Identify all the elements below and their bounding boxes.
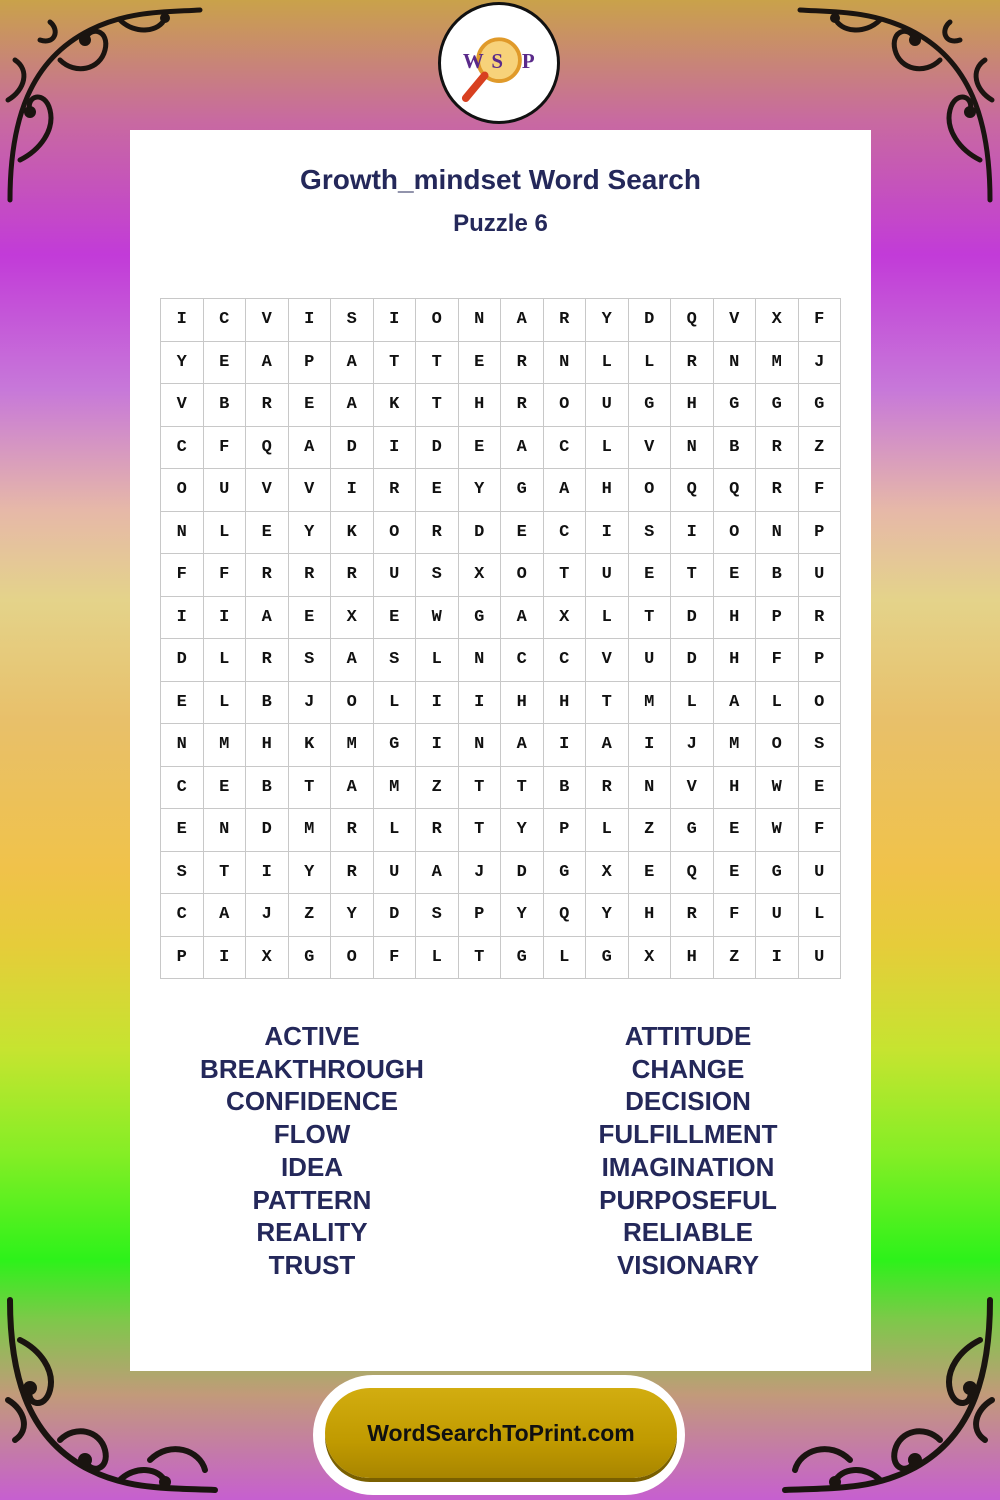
- grid-cell[interactable]: T: [416, 384, 459, 427]
- grid-cell[interactable]: D: [374, 894, 417, 937]
- grid-cell[interactable]: A: [331, 384, 374, 427]
- word-list-item: ACTIVE: [264, 1021, 360, 1051]
- grid-cell[interactable]: Z: [629, 809, 672, 852]
- word-list-item: DECISION: [625, 1086, 751, 1117]
- grid-cell[interactable]: G: [501, 937, 544, 980]
- logo-letter-p: P: [521, 48, 535, 73]
- logo-letter-w: W: [462, 48, 484, 73]
- grid-cell[interactable]: V: [714, 299, 757, 342]
- grid-cell[interactable]: T: [671, 554, 714, 597]
- grid-cell[interactable]: A: [586, 724, 629, 767]
- grid-cell[interactable]: K: [289, 724, 332, 767]
- grid-cell[interactable]: Y: [289, 852, 332, 895]
- grid-cell[interactable]: E: [161, 682, 204, 725]
- site-link-button[interactable]: WordSearchToPrint.com: [325, 1388, 677, 1478]
- grid-cell[interactable]: U: [374, 852, 417, 895]
- grid-cell[interactable]: H: [671, 384, 714, 427]
- grid-cell[interactable]: L: [586, 342, 629, 385]
- grid-cell[interactable]: G: [756, 384, 799, 427]
- grid-cell[interactable]: N: [161, 512, 204, 555]
- grid-cell[interactable]: R: [501, 342, 544, 385]
- grid-cell[interactable]: R: [671, 342, 714, 385]
- grid-cell[interactable]: S: [629, 512, 672, 555]
- grid-cell[interactable]: T: [629, 597, 672, 640]
- grid-cell[interactable]: P: [544, 809, 587, 852]
- grid-cell[interactable]: E: [629, 852, 672, 895]
- grid-cell[interactable]: F: [799, 469, 842, 512]
- word-list-item: BREAKTHROUGH: [200, 1053, 424, 1084]
- grid-cell[interactable]: X: [756, 299, 799, 342]
- grid-cell[interactable]: Y: [501, 809, 544, 852]
- wsp-logo: [438, 2, 560, 124]
- grid-cell[interactable]: R: [756, 427, 799, 470]
- grid-cell[interactable]: I: [204, 597, 247, 640]
- grid-cell[interactable]: N: [204, 809, 247, 852]
- grid-cell[interactable]: W: [756, 767, 799, 810]
- grid-cell[interactable]: F: [756, 639, 799, 682]
- grid-cell[interactable]: G: [374, 724, 417, 767]
- grid-cell[interactable]: A: [331, 639, 374, 682]
- grid-cell[interactable]: C: [544, 512, 587, 555]
- grid-cell[interactable]: G: [799, 384, 842, 427]
- grid-cell[interactable]: L: [204, 639, 247, 682]
- grid-cell[interactable]: A: [246, 597, 289, 640]
- grid-cell[interactable]: L: [204, 512, 247, 555]
- grid-cell[interactable]: J: [246, 894, 289, 937]
- grid-cell[interactable]: R: [374, 469, 417, 512]
- grid-cell[interactable]: Q: [544, 894, 587, 937]
- grid-cell[interactable]: E: [204, 342, 247, 385]
- grid-cell[interactable]: V: [289, 469, 332, 512]
- grid-cell[interactable]: S: [416, 894, 459, 937]
- puzzle-number: Puzzle 6: [453, 210, 548, 237]
- grid-cell[interactable]: X: [586, 852, 629, 895]
- grid-cell[interactable]: U: [586, 384, 629, 427]
- word-list-item: ATTITUDE: [624, 1021, 752, 1051]
- grid-cell[interactable]: A: [544, 469, 587, 512]
- grid-cell[interactable]: V: [671, 767, 714, 810]
- grid-cell[interactable]: R: [586, 767, 629, 810]
- grid-cell[interactable]: B: [246, 682, 289, 725]
- word-list-item: RELIABLE: [623, 1217, 753, 1248]
- grid-cell[interactable]: F: [204, 427, 247, 470]
- grid-cell[interactable]: T: [586, 682, 629, 725]
- grid-cell[interactable]: L: [204, 682, 247, 725]
- word-list-right-column: [538, 1020, 838, 1282]
- grid-cell[interactable]: F: [714, 894, 757, 937]
- grid-cell[interactable]: R: [501, 384, 544, 427]
- grid-cell[interactable]: O: [629, 469, 672, 512]
- grid-cell[interactable]: N: [756, 512, 799, 555]
- grid-cell[interactable]: L: [629, 342, 672, 385]
- grid-cell[interactable]: I: [289, 299, 332, 342]
- grid-cell[interactable]: P: [161, 937, 204, 980]
- grid-cell[interactable]: T: [204, 852, 247, 895]
- grid-cell[interactable]: E: [374, 597, 417, 640]
- grid-cell[interactable]: Q: [714, 469, 757, 512]
- grid-cell[interactable]: J: [799, 342, 842, 385]
- grid-cell[interactable]: L: [416, 937, 459, 980]
- grid-cell[interactable]: A: [501, 427, 544, 470]
- grid-cell[interactable]: J: [671, 724, 714, 767]
- grid-cell[interactable]: D: [671, 597, 714, 640]
- grid-cell[interactable]: L: [799, 894, 842, 937]
- grid-cell[interactable]: R: [331, 809, 374, 852]
- grid-cell[interactable]: B: [714, 427, 757, 470]
- grid-cell[interactable]: T: [459, 767, 502, 810]
- grid-cell[interactable]: E: [629, 554, 672, 597]
- grid-cell[interactable]: H: [714, 767, 757, 810]
- grid-cell[interactable]: F: [204, 554, 247, 597]
- grid-cell[interactable]: T: [501, 767, 544, 810]
- grid-cell[interactable]: V: [161, 384, 204, 427]
- grid-cell[interactable]: N: [544, 342, 587, 385]
- grid-cell[interactable]: Z: [799, 427, 842, 470]
- grid-cell[interactable]: G: [501, 469, 544, 512]
- grid-cell[interactable]: E: [289, 384, 332, 427]
- grid-cell[interactable]: L: [756, 682, 799, 725]
- grid-cell[interactable]: H: [671, 937, 714, 980]
- grid-cell[interactable]: W: [756, 809, 799, 852]
- grid-cell[interactable]: H: [714, 597, 757, 640]
- grid-cell[interactable]: Y: [289, 512, 332, 555]
- grid-cell[interactable]: H: [459, 384, 502, 427]
- grid-cell[interactable]: E: [714, 809, 757, 852]
- grid-cell[interactable]: I: [544, 724, 587, 767]
- grid-cell[interactable]: N: [671, 427, 714, 470]
- grid-cell[interactable]: V: [246, 469, 289, 512]
- grid-cell[interactable]: R: [246, 554, 289, 597]
- grid-cell[interactable]: Y: [161, 342, 204, 385]
- grid-cell[interactable]: F: [799, 809, 842, 852]
- grid-cell[interactable]: V: [246, 299, 289, 342]
- grid-cell[interactable]: V: [629, 427, 672, 470]
- grid-cell[interactable]: Y: [331, 894, 374, 937]
- grid-cell[interactable]: I: [246, 852, 289, 895]
- grid-cell[interactable]: W: [416, 597, 459, 640]
- grid-cell[interactable]: O: [416, 299, 459, 342]
- word-list-item: CHANGE: [631, 1053, 745, 1084]
- grid-cell[interactable]: T: [459, 937, 502, 980]
- grid-cell[interactable]: E: [289, 597, 332, 640]
- grid-cell[interactable]: Q: [671, 299, 714, 342]
- grid-cell[interactable]: R: [246, 639, 289, 682]
- grid-cell[interactable]: X: [246, 937, 289, 980]
- grid-cell[interactable]: P: [756, 597, 799, 640]
- grid-cell[interactable]: H: [714, 639, 757, 682]
- grid-cell[interactable]: H: [501, 682, 544, 725]
- grid-cell[interactable]: E: [459, 342, 502, 385]
- grid-cell[interactable]: E: [714, 554, 757, 597]
- grid-cell[interactable]: M: [204, 724, 247, 767]
- word-list-item: VISIONARY: [616, 1249, 760, 1280]
- grid-cell[interactable]: E: [246, 512, 289, 555]
- grid-cell[interactable]: L: [586, 809, 629, 852]
- grid-cell[interactable]: L: [586, 597, 629, 640]
- grid-cell[interactable]: I: [671, 512, 714, 555]
- grid-cell[interactable]: G: [289, 937, 332, 980]
- grid-cell[interactable]: I: [374, 427, 417, 470]
- grid-cell[interactable]: C: [161, 767, 204, 810]
- grid-cell[interactable]: E: [714, 852, 757, 895]
- grid-cell[interactable]: G: [544, 852, 587, 895]
- grid-cell[interactable]: Z: [289, 894, 332, 937]
- grid-cell[interactable]: R: [544, 299, 587, 342]
- grid-cell[interactable]: G: [459, 597, 502, 640]
- grid-cell[interactable]: X: [459, 554, 502, 597]
- grid-cell[interactable]: L: [416, 639, 459, 682]
- grid-cell[interactable]: E: [501, 512, 544, 555]
- grid-cell[interactable]: R: [416, 809, 459, 852]
- grid-cell[interactable]: U: [629, 639, 672, 682]
- grid-cell[interactable]: O: [544, 384, 587, 427]
- grid-cell[interactable]: U: [799, 937, 842, 980]
- grid-cell[interactable]: L: [374, 682, 417, 725]
- grid-cell[interactable]: I: [161, 299, 204, 342]
- grid-cell[interactable]: S: [416, 554, 459, 597]
- grid-cell[interactable]: N: [459, 639, 502, 682]
- grid-cell[interactable]: I: [416, 724, 459, 767]
- grid-cell[interactable]: L: [671, 682, 714, 725]
- grid-cell[interactable]: L: [374, 809, 417, 852]
- letter-grid: [160, 298, 841, 979]
- page-title: Growth_mindset Word Search: [300, 164, 701, 195]
- grid-cell[interactable]: R: [289, 554, 332, 597]
- grid-cell[interactable]: G: [756, 852, 799, 895]
- grid-cell[interactable]: N: [459, 299, 502, 342]
- word-list-item: PATTERN: [252, 1184, 372, 1215]
- grid-cell[interactable]: C: [544, 427, 587, 470]
- grid-cell[interactable]: R: [756, 469, 799, 512]
- grid-cell[interactable]: I: [161, 597, 204, 640]
- grid-cell[interactable]: R: [246, 384, 289, 427]
- grid-cell[interactable]: T: [374, 342, 417, 385]
- grid-cell[interactable]: P: [289, 342, 332, 385]
- grid-cell[interactable]: Y: [586, 894, 629, 937]
- grid-cell[interactable]: U: [756, 894, 799, 937]
- grid-cell[interactable]: Z: [714, 937, 757, 980]
- grid-cell[interactable]: N: [629, 767, 672, 810]
- word-list-item: REALITY: [256, 1217, 368, 1248]
- grid-cell[interactable]: H: [629, 894, 672, 937]
- grid-cell[interactable]: X: [544, 597, 587, 640]
- word-list-item: IDEA: [280, 1151, 344, 1182]
- grid-cell[interactable]: H: [246, 724, 289, 767]
- grid-cell[interactable]: A: [501, 724, 544, 767]
- grid-cell[interactable]: F: [799, 299, 842, 342]
- word-list-item: FULFILLMENT: [598, 1119, 778, 1150]
- grid-cell[interactable]: R: [671, 894, 714, 937]
- grid-cell[interactable]: I: [756, 937, 799, 980]
- grid-cell[interactable]: A: [416, 852, 459, 895]
- grid-cell[interactable]: G: [586, 937, 629, 980]
- grid-cell[interactable]: K: [374, 384, 417, 427]
- grid-cell[interactable]: U: [374, 554, 417, 597]
- grid-cell[interactable]: E: [416, 469, 459, 512]
- grid-cell[interactable]: I: [416, 682, 459, 725]
- grid-cell[interactable]: E: [204, 767, 247, 810]
- grid-cell[interactable]: M: [331, 724, 374, 767]
- grid-cell[interactable]: T: [416, 342, 459, 385]
- word-list-item: CONFIDENCE: [226, 1086, 398, 1117]
- grid-cell[interactable]: X: [331, 597, 374, 640]
- grid-cell[interactable]: I: [331, 469, 374, 512]
- puzzle-sheet: [130, 130, 871, 1371]
- grid-cell[interactable]: I: [374, 299, 417, 342]
- grid-cell[interactable]: L: [586, 427, 629, 470]
- grid-cell[interactable]: H: [586, 469, 629, 512]
- grid-cell[interactable]: I: [204, 937, 247, 980]
- grid-cell[interactable]: O: [161, 469, 204, 512]
- grid-cell[interactable]: O: [799, 682, 842, 725]
- grid-cell[interactable]: D: [416, 427, 459, 470]
- grid-cell[interactable]: D: [331, 427, 374, 470]
- grid-cell[interactable]: Q: [671, 469, 714, 512]
- grid-cell[interactable]: A: [289, 427, 332, 470]
- grid-cell[interactable]: L: [544, 937, 587, 980]
- grid-cell[interactable]: F: [374, 937, 417, 980]
- grid-cell[interactable]: O: [714, 512, 757, 555]
- grid-cell[interactable]: M: [289, 809, 332, 852]
- grid-cell[interactable]: X: [629, 937, 672, 980]
- grid-cell[interactable]: G: [629, 384, 672, 427]
- grid-cell[interactable]: G: [671, 809, 714, 852]
- grid-cell[interactable]: A: [714, 682, 757, 725]
- grid-cell[interactable]: G: [714, 384, 757, 427]
- grid-cell[interactable]: C: [544, 639, 587, 682]
- grid-cell[interactable]: R: [331, 852, 374, 895]
- grid-cell[interactable]: H: [544, 682, 587, 725]
- grid-cell[interactable]: C: [161, 894, 204, 937]
- grid-cell[interactable]: D: [246, 809, 289, 852]
- grid-cell[interactable]: K: [331, 512, 374, 555]
- grid-cell[interactable]: C: [161, 427, 204, 470]
- grid-cell[interactable]: D: [671, 639, 714, 682]
- grid-cell[interactable]: F: [161, 554, 204, 597]
- grid-cell[interactable]: O: [331, 682, 374, 725]
- grid-cell[interactable]: R: [799, 597, 842, 640]
- grid-cell[interactable]: B: [756, 554, 799, 597]
- grid-cell[interactable]: B: [204, 384, 247, 427]
- grid-cell[interactable]: O: [756, 724, 799, 767]
- grid-cell[interactable]: D: [501, 852, 544, 895]
- grid-cell[interactable]: D: [459, 512, 502, 555]
- grid-cell[interactable]: S: [331, 299, 374, 342]
- grid-cell[interactable]: I: [629, 724, 672, 767]
- grid-cell[interactable]: Q: [246, 427, 289, 470]
- grid-cell[interactable]: C: [501, 639, 544, 682]
- grid-cell[interactable]: A: [204, 894, 247, 937]
- grid-cell[interactable]: I: [459, 682, 502, 725]
- grid-cell[interactable]: N: [714, 342, 757, 385]
- grid-cell[interactable]: U: [799, 852, 842, 895]
- grid-cell[interactable]: J: [289, 682, 332, 725]
- word-list-item: IMAGINATION: [601, 1151, 775, 1182]
- grid-cell[interactable]: S: [799, 724, 842, 767]
- grid-cell[interactable]: Z: [416, 767, 459, 810]
- grid-cell[interactable]: T: [459, 809, 502, 852]
- grid-cell[interactable]: D: [161, 639, 204, 682]
- grid-cell[interactable]: S: [289, 639, 332, 682]
- grid-cell[interactable]: O: [501, 554, 544, 597]
- grid-cell[interactable]: T: [289, 767, 332, 810]
- grid-cell[interactable]: B: [246, 767, 289, 810]
- grid-cell[interactable]: U: [204, 469, 247, 512]
- word-list-item: TRUST: [268, 1249, 356, 1280]
- grid-cell[interactable]: P: [459, 894, 502, 937]
- grid-cell[interactable]: J: [459, 852, 502, 895]
- grid-cell[interactable]: Y: [586, 299, 629, 342]
- grid-cell[interactable]: P: [799, 512, 842, 555]
- grid-cell[interactable]: U: [799, 554, 842, 597]
- grid-cell[interactable]: M: [714, 724, 757, 767]
- grid-cell[interactable]: M: [629, 682, 672, 725]
- grid-cell[interactable]: A: [246, 342, 289, 385]
- grid-cell[interactable]: E: [161, 809, 204, 852]
- grid-cell[interactable]: S: [374, 639, 417, 682]
- grid-cell[interactable]: E: [799, 767, 842, 810]
- grid-cell[interactable]: O: [331, 937, 374, 980]
- grid-cell[interactable]: Q: [671, 852, 714, 895]
- grid-cell[interactable]: N: [459, 724, 502, 767]
- grid-cell[interactable]: S: [161, 852, 204, 895]
- word-list-item: PURPOSEFUL: [599, 1184, 777, 1215]
- grid-cell[interactable]: R: [331, 554, 374, 597]
- grid-cell[interactable]: A: [501, 299, 544, 342]
- grid-cell[interactable]: I: [586, 512, 629, 555]
- grid-cell[interactable]: M: [756, 342, 799, 385]
- grid-cell[interactable]: O: [374, 512, 417, 555]
- grid-cell[interactable]: A: [331, 342, 374, 385]
- grid-cell[interactable]: A: [331, 767, 374, 810]
- grid-cell[interactable]: Y: [459, 469, 502, 512]
- word-list-left-column: [162, 1020, 462, 1282]
- grid-cell[interactable]: C: [204, 299, 247, 342]
- logo-letter-s: S: [491, 48, 504, 73]
- grid-cell[interactable]: A: [501, 597, 544, 640]
- grid-cell[interactable]: P: [799, 639, 842, 682]
- grid-cell[interactable]: E: [459, 427, 502, 470]
- grid-cell[interactable]: N: [161, 724, 204, 767]
- grid-cell[interactable]: U: [586, 554, 629, 597]
- grid-cell[interactable]: D: [629, 299, 672, 342]
- grid-cell[interactable]: R: [416, 512, 459, 555]
- grid-cell[interactable]: T: [544, 554, 587, 597]
- grid-cell[interactable]: M: [374, 767, 417, 810]
- grid-cell[interactable]: V: [586, 639, 629, 682]
- word-list-item: FLOW: [273, 1119, 351, 1150]
- grid-cell[interactable]: Y: [501, 894, 544, 937]
- grid-cell[interactable]: B: [544, 767, 587, 810]
